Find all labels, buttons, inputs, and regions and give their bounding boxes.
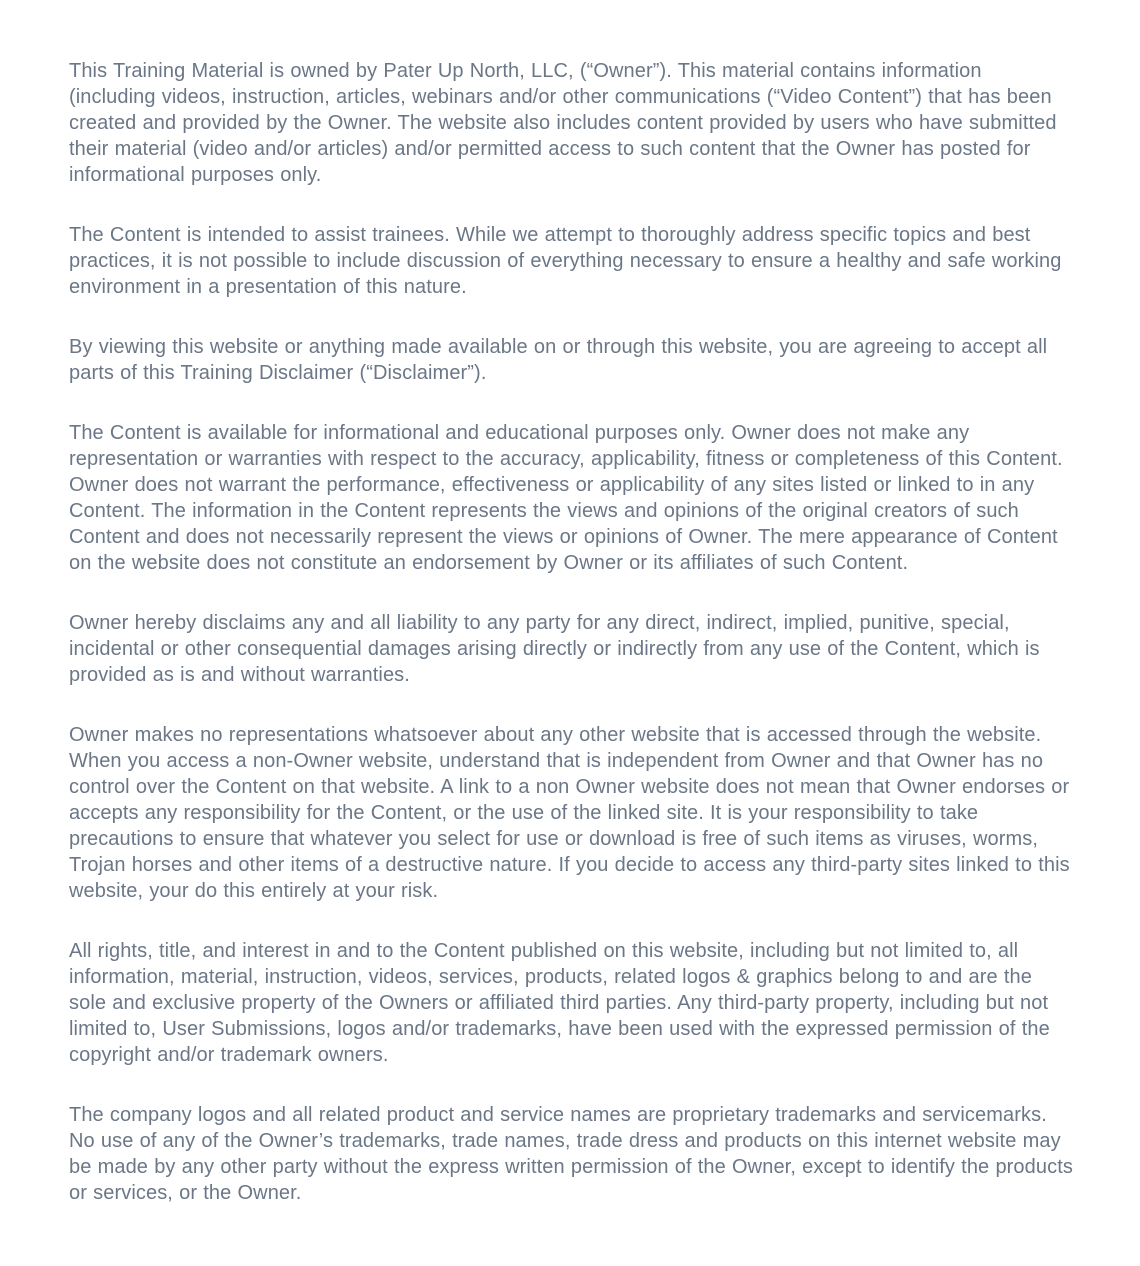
- disclaimer-paragraph-rights: All rights, title, and interest in and to the Content published on this website, including but not limited to, all information, material, instruction, videos, services, products, related logos & graphics belong to and are the sole and exclusive property of the Owners or affiliated third parties. Any third-party property, including but not limited to, User Submissions, logos and/or trademarks, have been used with the expressed permission of the copyright and/or trademark owners.: [69, 940, 1050, 1066]
- disclaimer-paragraph-agreement: By viewing this website or anything made available on or through this website, you are agreeing to accept all parts of this Training Disclaimer (“Disclaimer”).: [69, 336, 1048, 384]
- disclaimer-paragraph-ownership: This Training Material is owned by Pater Up North, LLC, (“Owner”). This material contains information (including videos, instruction, articles, webinars and/or other communications (“Video Content”) that has been created and provided by the Owner. The website also includes content provided by users who have submitted their material (video and/or articles) and/or permitted access to such content that the Owner has posted for informational purposes only.: [69, 60, 1057, 186]
- disclaimer-paragraph-trademarks: The company logos and all related product and service names are proprietary trademarks and servicemarks. No use of any of the Owner’s trademarks, trade names, trade dress and products on this internet website may be made by any other party without the express written permission of the Owner, except to identify the products or services, or the Owner.: [69, 1104, 1073, 1204]
- disclaimer-paragraph-liability: Owner hereby disclaims any and all liability to any party for any direct, indirect, implied, punitive, special, incidental or other consequential damages arising directly or indirectly from any use of the Content, which is provided as is and without warranties.: [69, 612, 1040, 686]
- disclaimer-paragraph-intent: The Content is intended to assist trainees. While we attempt to thoroughly address specific topics and best practices, it is not possible to include discussion of everything necessary to ensure a healthy and safe working environment in a presentation of this nature.: [69, 224, 1062, 298]
- disclaimer-paragraph-informational-purpose: The Content is available for informational and educational purposes only. Owner does not make any representation or warranties with respect to the accuracy, applicability, fitness or completeness of this Content. Owner does not warrant the performance, effectiveness or applicability of any sites listed or linked to in any Content. The information in the Content represents the views and opinions of the original creators of such Content and does not necessarily represent the views or opinions of Owner. The mere appearance of Content on the website does not constitute an endorsement by Owner or its affiliates of such Content.: [69, 422, 1063, 574]
- disclaimer-paragraph-third-party-sites: Owner makes no representations whatsoever about any other website that is accessed through the website. When you access a non-Owner website, understand that is independent from Owner and that Owner has no control over the Content on that website. A link to a non Owner website does not mean that Owner endorses or accepts any responsibility for the Content, or the use of the linked site. It is your responsibility to take precautions to ensure that whatever you select for use or download is free of such items as viruses, worms, Trojan horses and other items of a destructive nature. If you decide to access any third-party sites linked to this website, your do this entirely at your risk.: [69, 724, 1070, 902]
